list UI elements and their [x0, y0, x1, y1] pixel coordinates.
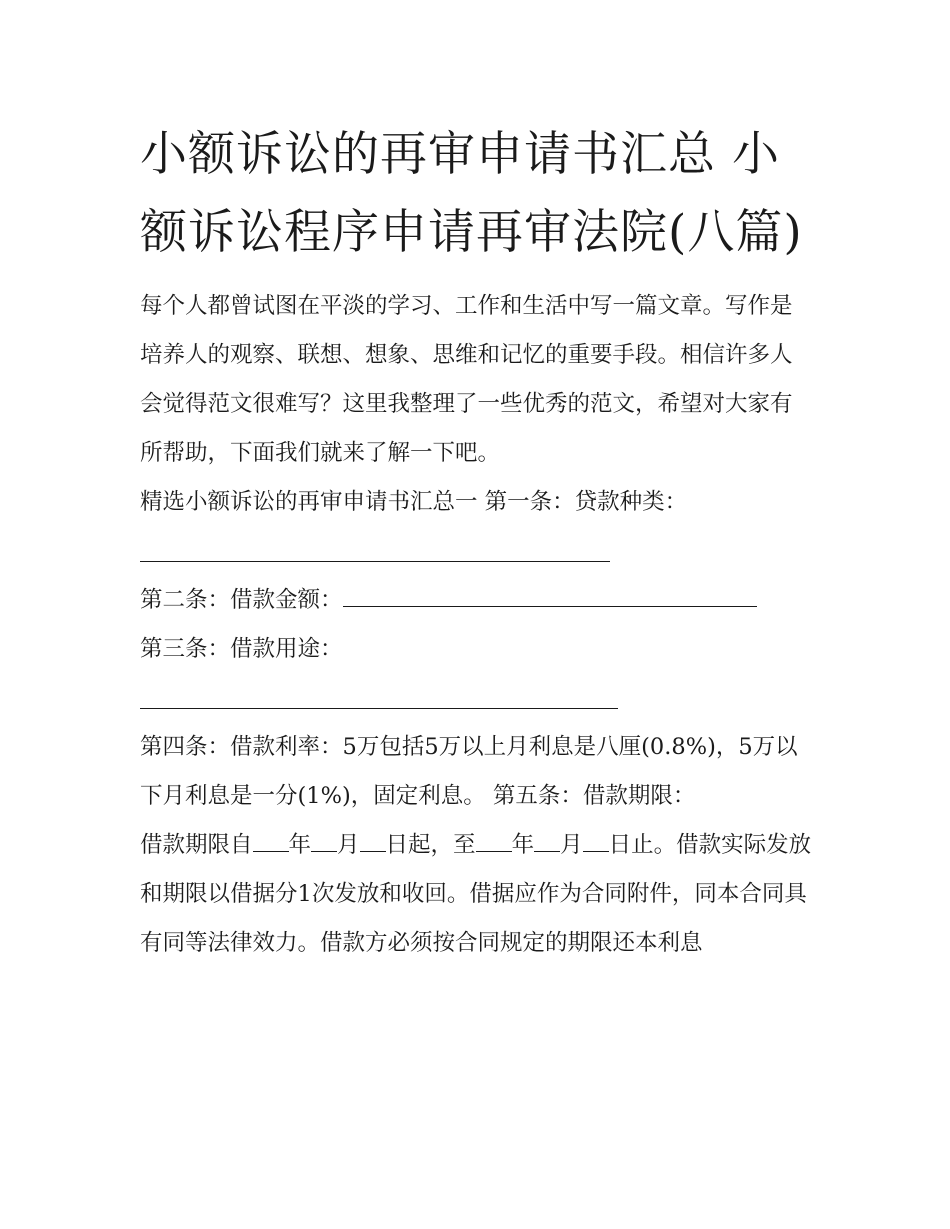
document-page	[140, 116, 812, 968]
clause5-prefix: 借款期限自	[140, 832, 253, 858]
start-day-underline	[360, 833, 386, 852]
end-year-underline	[476, 833, 512, 852]
loan-purpose-underline	[140, 708, 618, 709]
end-year-label: 年	[511, 832, 535, 858]
intro-paragraph: 每个人都曾试图在平淡的学习、工作和生活中写一篇文章。写作是培养人的观察、联想、想象、思维和记忆的重要手段。相信许多人会觉得范文很难写？这里我整理了一些优秀的范文，希望对大家有所帮助，下面我们就来了解一下吧。	[140, 293, 793, 466]
end-month-label: 月	[560, 832, 583, 858]
loan-amount-underline	[343, 588, 757, 607]
clause3-label: 第三条：借款用途：	[140, 636, 343, 662]
start-month-label: 月	[337, 832, 360, 858]
clause5-paragraph	[140, 821, 812, 968]
loan-type-underline	[140, 561, 610, 562]
section1-heading: 精选小额诉讼的再审申请书汇总一 第一条：贷款种类：	[140, 489, 688, 515]
start-month-underline	[311, 833, 337, 852]
start-year-underline	[253, 833, 289, 852]
clause5-remainder: 日止。借款实际发放和期限以借据分1次发放和收回。借据应作为合同附件，同本合同具有同等法律效力。借款方必须按合同规定的期限还本利息	[140, 832, 812, 956]
loan-type-blank	[140, 527, 812, 576]
end-month-underline	[534, 833, 560, 852]
clause2-label: 第二条：借款金额：	[140, 587, 343, 613]
start-year-label: 年	[288, 832, 312, 858]
loan-purpose-blank	[140, 674, 812, 723]
clause4-paragraph: 第四条：借款利率：5万包括5万以上月利息是八厘(0.8%)，5万以下月利息是一分(1%)，固定利息。 第五条：借款期限：	[140, 734, 798, 809]
start-day-label: 日起，至	[385, 832, 476, 858]
document-title: 小额诉讼的再审申请书汇总 小额诉讼程序申请再审法院(八篇)	[140, 127, 803, 260]
clause2-line	[140, 576, 812, 625]
end-day-underline	[583, 833, 609, 852]
